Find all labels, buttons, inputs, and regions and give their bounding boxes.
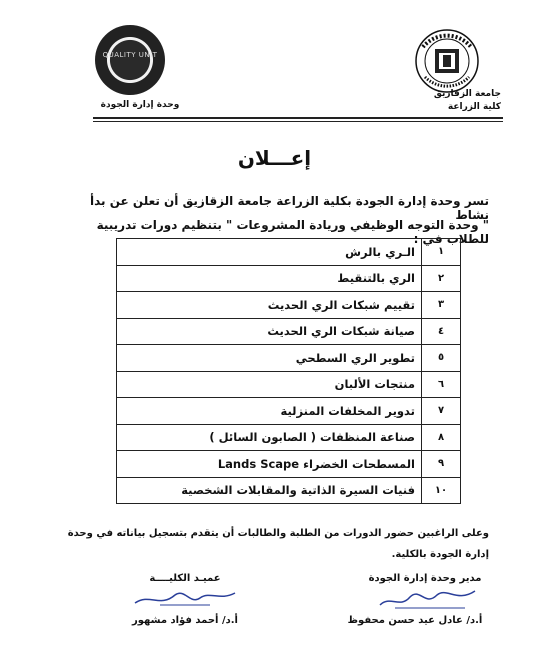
course-number: ١٠	[422, 477, 461, 504]
intro-line-2: " وحدة التوجه الوظيفي وريادة المشروعات " بتنظيم دورات تدريبية للطلاب في :	[96, 218, 489, 246]
faculty-logo	[412, 26, 482, 96]
course-number: ١	[422, 239, 461, 266]
director-name: أ.د/ عادل عيد حسن محفوظ	[347, 615, 483, 626]
course-number: ٩	[422, 451, 461, 478]
quality-unit-name: وحدة إدارة الجودة	[100, 100, 180, 110]
course-name: الـري بالرش	[117, 239, 422, 266]
table-row	[117, 371, 461, 398]
quality-unit-logo	[95, 25, 165, 95]
course-name: تطوير الري السطحي	[117, 345, 422, 372]
table-row	[117, 451, 461, 478]
faculty-emblem-icon	[413, 27, 481, 95]
table-row	[117, 239, 461, 266]
table-row	[117, 477, 461, 504]
course-name: الري بالتنقيط	[117, 265, 422, 292]
university-name: جامعة الزقازيق	[433, 89, 501, 99]
page-title: إعـــلان	[237, 146, 312, 170]
director-role: مدير وحدة إدارة الجودة	[368, 573, 482, 584]
dean-name: أ.د/ أحمد فؤاد مشهور	[132, 615, 238, 626]
dean-role: عميـد الكليــــة	[149, 573, 221, 584]
table-row	[117, 265, 461, 292]
dean-signature-icon	[130, 583, 240, 613]
course-number: ٤	[422, 318, 461, 345]
table-row	[117, 398, 461, 425]
faculty-name: كلية الزراعة	[447, 102, 501, 112]
university-block	[411, 88, 501, 114]
registration-note-line-2: إدارة الجودة بالكلية.	[391, 549, 489, 560]
course-number: ٥	[422, 345, 461, 372]
course-number: ٧	[422, 398, 461, 425]
course-name: صيانة شبكات الري الحديث	[117, 318, 422, 345]
intro-line-1: تسر وحدة إدارة الجودة بكلية الزراعة جامعة الزقازيق أن تعلن عن بدأ نشاط	[90, 194, 489, 222]
table-row	[117, 345, 461, 372]
course-name: تقييم شبكات الري الحديث	[117, 292, 422, 319]
header-rule-thin	[93, 121, 503, 122]
director-signature-icon	[375, 583, 485, 613]
course-name: فنيات السيرة الذاتية والمقابلات الشخصية	[117, 477, 422, 504]
quality-unit-logo-text: QUALITY UNIT	[102, 51, 158, 59]
registration-note-line-1: وعلى الراغبين حضور الدورات من الطلبة والطالبات أن يتقدم بتسجيل بياناته في وحدة	[67, 528, 489, 539]
course-number: ٢	[422, 265, 461, 292]
course-number: ٦	[422, 371, 461, 398]
courses-table	[116, 238, 461, 504]
course-name: تدوير المخلفات المنزلية	[117, 398, 422, 425]
header-rule	[93, 117, 503, 119]
table-row	[117, 318, 461, 345]
course-number: ٨	[422, 424, 461, 451]
course-number: ٣	[422, 292, 461, 319]
table-row	[117, 292, 461, 319]
table-row	[117, 424, 461, 451]
course-name: منتجات الألبان	[117, 371, 422, 398]
course-name: المسطحات الخضراء Lands Scape	[117, 451, 422, 478]
course-name: صناعة المنظفات ( الصابون السائل )	[117, 424, 422, 451]
